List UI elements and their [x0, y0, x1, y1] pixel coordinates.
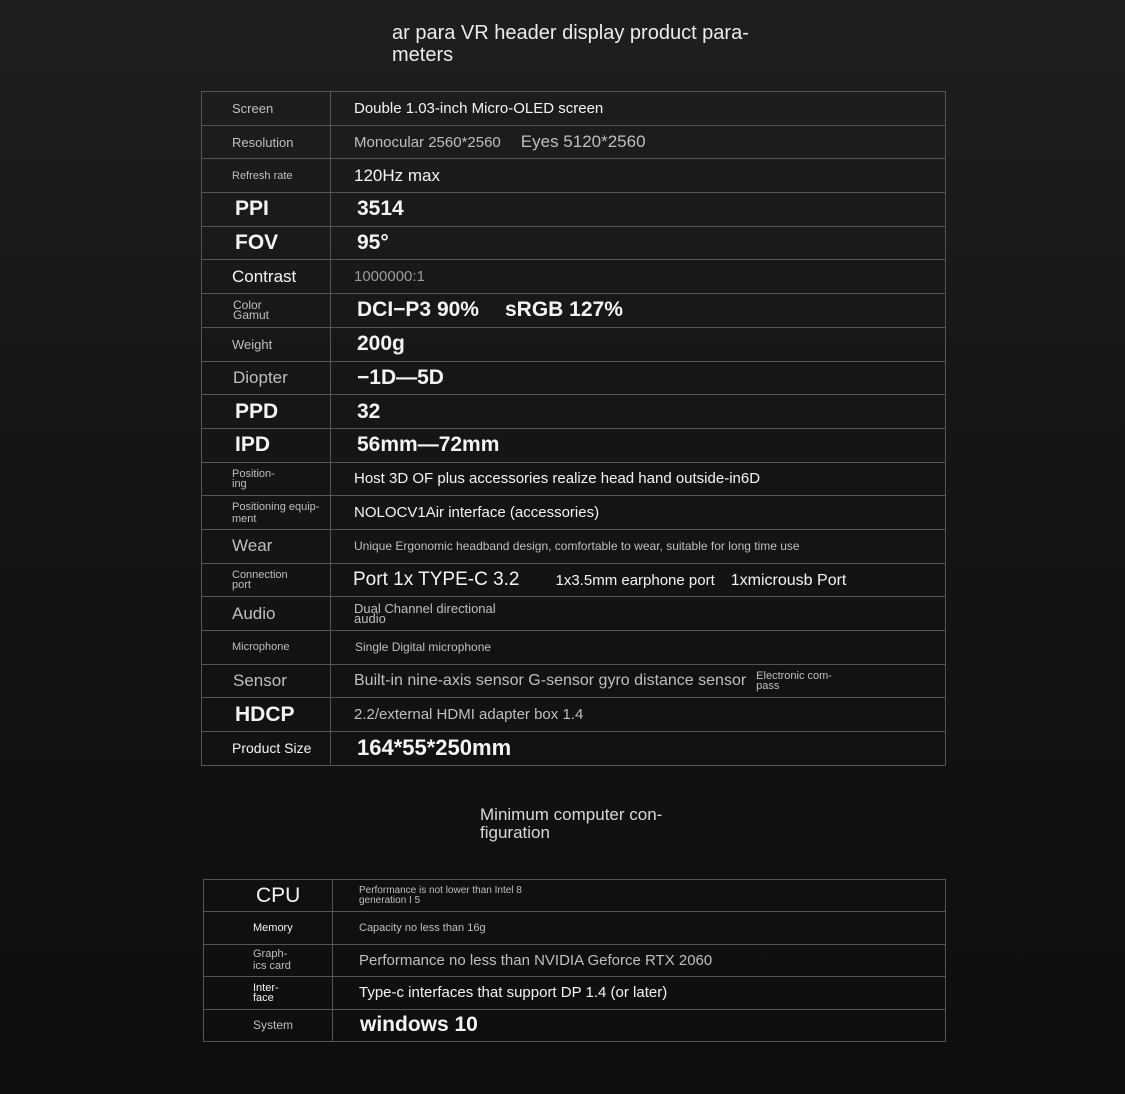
- param-value-wear: Unique Ergonomic headband design, comfortable to wear, suitable for long time use: [354, 539, 800, 554]
- table-row: [202, 664, 946, 698]
- config-value-memory: Capacity no less than 16g: [359, 922, 486, 935]
- table-row: [202, 193, 946, 227]
- param-value-earphone-port: 1x3.5mm earphone port: [555, 571, 715, 589]
- param-value-type-c-port: Port 1x TYPE-C 3.2: [353, 568, 520, 590]
- param-label-resolution: Resolution: [232, 134, 294, 150]
- product-parameters-table: [201, 91, 946, 766]
- param-value-positioning: Host 3D OF plus accessories realize head hand outside-in6D: [354, 470, 761, 488]
- param-label-product-size: Product Size: [232, 740, 312, 757]
- table-row: [204, 912, 946, 944]
- param-value-audio: Dual Channel directional audio: [354, 600, 496, 626]
- param-value-product-size: 164*55*250mm: [357, 735, 512, 761]
- param-value-dci-p3: DCI−P3 90%: [357, 298, 479, 322]
- param-value-screen: Double 1.03-inch Micro-OLED screen: [354, 99, 604, 117]
- param-label-audio: Audio: [232, 603, 276, 623]
- table-row: [202, 597, 946, 631]
- param-label-diopter: Diopter: [233, 367, 288, 387]
- param-value-weight: 200g: [357, 332, 405, 356]
- table-row: [204, 880, 946, 912]
- table-row: [202, 529, 946, 563]
- table-row: [202, 631, 946, 665]
- param-label-wear: Wear: [232, 536, 273, 556]
- param-label-connection-port: Connection port: [232, 568, 288, 591]
- param-label-ipd: IPD: [235, 433, 271, 457]
- table-row: [202, 92, 946, 126]
- minimum-config-table: [203, 879, 946, 1042]
- table-row: [202, 428, 946, 462]
- param-value-fov: 95°: [357, 231, 389, 255]
- config-label-system: System: [253, 1018, 294, 1033]
- table-row: [202, 226, 946, 260]
- config-label-memory: Memory: [253, 922, 293, 935]
- param-label-sensor: Sensor: [233, 671, 287, 691]
- param-value-resolution-eyes: Eyes 5120*2560: [520, 132, 646, 152]
- param-label-color-gamut: Color Gamut: [233, 298, 270, 323]
- param-value-sensor: Built-in nine-axis sensor G-sensor gyro distance sensor: [354, 672, 747, 690]
- page-title: ar para VR header display product para- meters: [392, 22, 749, 66]
- config-value-graphics-card: Performance no less than NVIDIA Geforce RTX 2060: [359, 951, 713, 969]
- param-value-positioning-equipment: NOLOCV1Air interface (accessories): [354, 504, 600, 522]
- param-value-contrast: 1000000:1: [354, 268, 425, 286]
- param-label-ppi: PPI: [235, 197, 269, 221]
- table-row: [202, 395, 946, 429]
- table-row: [204, 1009, 946, 1041]
- table-row: [202, 732, 946, 766]
- param-value-refresh-rate: 120Hz max: [354, 165, 440, 185]
- param-label-weight: Weight: [232, 336, 273, 352]
- table-row: [202, 159, 946, 193]
- config-value-system: windows 10: [360, 1013, 478, 1037]
- table-row: [202, 698, 946, 732]
- table-row: [202, 462, 946, 496]
- section-title-minimum-config: Minimum computer con- figuration: [480, 805, 663, 842]
- config-value-interface: Type-c interfaces that support DP 1.4 (or later): [359, 984, 668, 1002]
- param-value-diopter: −1D—5D: [357, 365, 444, 389]
- param-label-ppd: PPD: [235, 399, 279, 423]
- config-label-cpu: CPU: [256, 883, 301, 907]
- table-row: [202, 327, 946, 361]
- param-value-sensor-compass: Electronic com- pass: [756, 670, 832, 693]
- config-label-interface: Inter- face: [253, 981, 279, 1004]
- param-label-positioning-equipment: Positioning equip- ment: [232, 500, 320, 525]
- table-row: [202, 563, 946, 597]
- param-value-ppd: 32: [357, 399, 381, 423]
- param-label-refresh-rate: Refresh rate: [232, 169, 293, 182]
- table-row: [202, 496, 946, 530]
- param-label-positioning: Position- ing: [232, 467, 275, 490]
- config-value-cpu: Performance is not lower than Intel 8 generation I 5: [359, 884, 522, 906]
- param-value-ipd: 56mm—72mm: [357, 433, 500, 457]
- table-row: [202, 361, 946, 395]
- param-value-ppi: 3514: [357, 197, 404, 221]
- table-row: [204, 944, 946, 976]
- param-value-microusb-port: 1xmicrousb Port: [730, 571, 847, 589]
- param-label-microphone: Microphone: [232, 641, 290, 654]
- table-row: [202, 260, 946, 294]
- table-row: [202, 294, 946, 328]
- param-value-hdcp: 2.2/external HDMI adapter box 1.4: [354, 706, 584, 724]
- table-row: [204, 977, 946, 1009]
- param-label-fov: FOV: [235, 231, 279, 255]
- param-label-screen: Screen: [232, 100, 274, 116]
- param-value-microphone: Single Digital microphone: [355, 640, 492, 655]
- config-label-graphics-card: Graph- ics card: [253, 948, 291, 973]
- param-label-contrast: Contrast: [232, 266, 297, 286]
- param-label-hdcp: HDCP: [235, 702, 295, 726]
- table-row: [202, 125, 946, 159]
- param-value-srgb: sRGB 127%: [504, 298, 623, 322]
- param-value-resolution-monocular: Monocular 2560*2560: [354, 134, 501, 152]
